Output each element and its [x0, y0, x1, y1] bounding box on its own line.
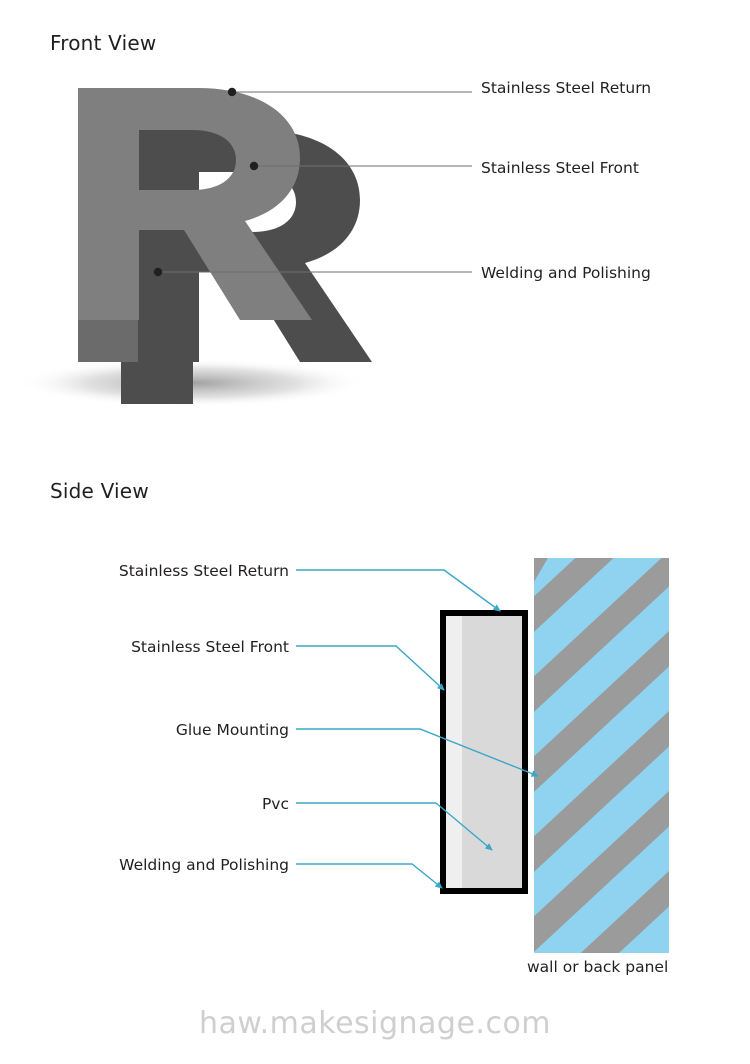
watermark: haw.makesignage.com: [198, 1006, 552, 1041]
side-callout-welding-and-polishing: Welding and Polishing: [119, 856, 289, 874]
side-view-title: Side View: [50, 479, 149, 503]
leader-ss-front: [296, 646, 444, 690]
front-view-title: Front View: [50, 31, 157, 55]
front-callout-stainless-steel-return: Stainless Steel Return: [481, 79, 652, 97]
leader-ss-return: [296, 570, 500, 611]
glue-layer: [446, 616, 462, 888]
wall-panel-caption: wall or back panel: [527, 958, 669, 976]
front-callout-stainless-steel-front: Stainless Steel Front: [481, 159, 639, 177]
side-callout-stainless-steel-front: Stainless Steel Front: [131, 638, 289, 656]
side-callout-pvc: Pvc: [261, 795, 289, 813]
pvc-layer: [462, 616, 522, 888]
side-callout-stainless-steel-return: Stainless Steel Return: [118, 562, 289, 580]
front-callout-welding-and-polishing: Welding and Polishing: [481, 264, 651, 282]
leader-weld: [296, 864, 442, 888]
side-callout-glue-mounting: Glue Mounting: [175, 721, 289, 739]
